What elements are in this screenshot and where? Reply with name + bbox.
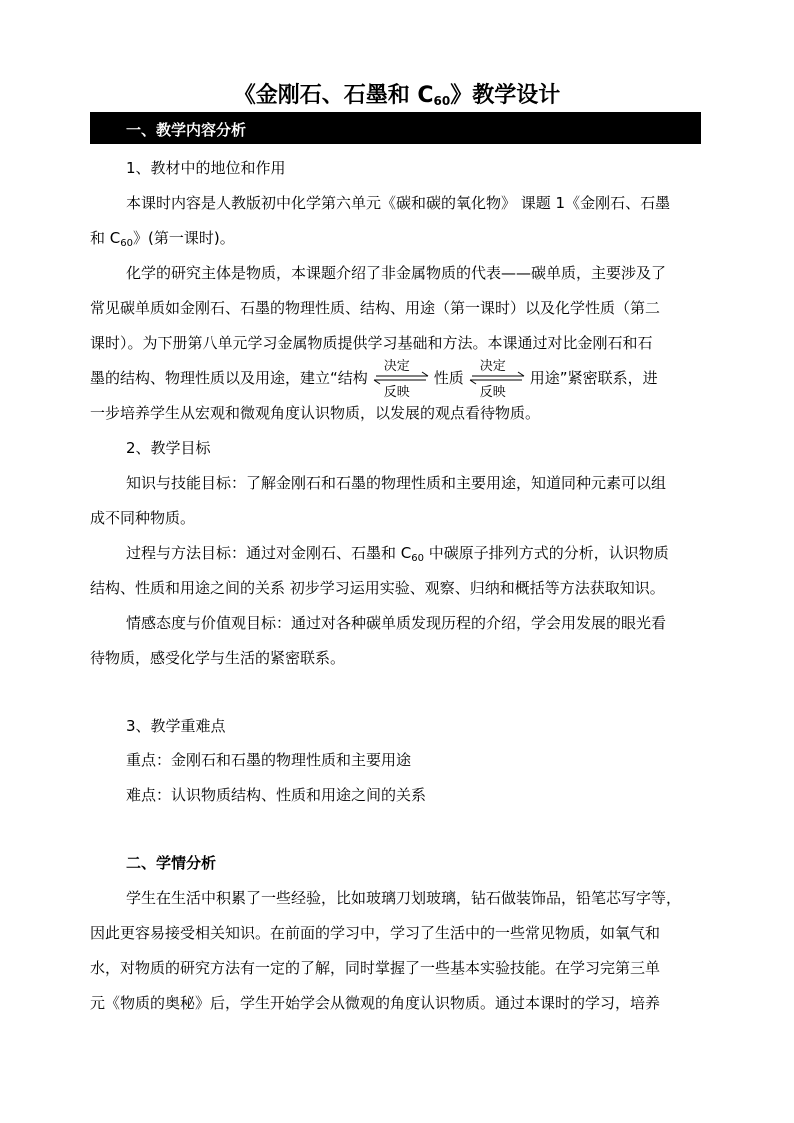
process-goal-line1-sub: 60	[411, 553, 424, 564]
arrow-top-label-2: 决定	[479, 358, 506, 374]
section2-line2: 因此更容易接受相关知识。在前面的学习中，学习了生活中的一些常见物质，如氧气和	[90, 924, 661, 942]
difficult-point: 难点：认识物质结构、性质和用途之间的关系	[126, 786, 427, 804]
key-point: 重点：金刚石和石墨的物理性质和主要用途	[126, 751, 412, 769]
section1-heading-bar	[90, 112, 701, 144]
emotion-goal-line2: 待物质，感受化学与生活的紧密联系。	[90, 649, 346, 667]
section2-line4: 元《物质的奥秘》后，学生开始学会从微观的角度认识物质。通过本课时的学习，培养	[90, 994, 661, 1012]
section1-heading: 一、教学内容分析	[126, 121, 247, 139]
double-arrow-icon-2	[468, 358, 526, 400]
para2-line3: 课时）。为下册第八单元学习金属物质提供学习基础和方法。本课通过对比金刚石和石	[90, 334, 653, 352]
para1-line2	[90, 228, 235, 248]
title-subscript: 60	[433, 94, 451, 108]
section2-line3: 水，对物质的研究方法有一定的了解，同时掌握了一些基本实验技能。在学习完第三单	[90, 959, 661, 977]
arrow-top-label-1: 决定	[383, 358, 410, 374]
para2-line4-a: 墨的结构、物理性质以及用途，建立“结构	[90, 369, 368, 387]
process-goal-line1-post: 中碳原子排列方式的分析，认识物质	[423, 544, 669, 562]
arrow-bottom-label-2: 反映	[479, 384, 506, 400]
double-arrow-icon-1	[372, 358, 430, 400]
process-goal-line1	[126, 543, 669, 563]
process-goal-line2: 结构、性质和用途之间的关系 初步学习运用实验、观察、归纳和概括等方法获取知识。	[90, 579, 665, 597]
para2-line5: 一步培养学生从宏观和微观角度认识物质，以发展的观点看待物质。	[90, 404, 541, 422]
page-title	[0, 80, 794, 112]
arrow-bottom-label-1: 反映	[383, 384, 410, 400]
knowledge-goal-line2: 成不同种物质。	[90, 509, 196, 527]
para2-line1: 化学的研究主体是物质，本课题介绍了非金属物质的代表——碳单质，主要涉及了	[126, 264, 667, 282]
title-text-suffix: 》教学设计	[450, 83, 561, 108]
para1-line2-post: 》(第一课时)。	[132, 229, 235, 247]
knowledge-goal-line1: 知识与技能目标：了解金刚石和石墨的物理性质和主要用途，知道同种元素可以组	[126, 474, 667, 492]
process-goal-line1-pre: 过程与方法目标：通过对金刚石、石墨和 C	[126, 544, 412, 562]
para2-line4	[90, 358, 658, 400]
title-text-prefix: 《金刚石、石墨和 C	[233, 83, 434, 108]
subsection2-heading: 2、教学目标	[126, 439, 211, 457]
section2-heading: 二、学情分析	[126, 854, 217, 872]
emotion-goal-line1: 情感态度与价值观目标：通过对各种碳单质发现历程的介绍，学会用发展的眼光看	[126, 614, 667, 632]
subsection3-heading: 3、教学重难点	[126, 717, 226, 735]
para2-line2: 常见碳单质如金刚石、石墨的物理性质、结构、用途（第一课时）以及化学性质（第二	[90, 299, 661, 317]
subsection1-heading: 1、教材中的地位和作用	[126, 159, 286, 177]
section2-line1: 学生在生活中积累了一些经验，比如玻璃刀划玻璃，钻石做装饰品，铅笔芯写字等，	[126, 889, 682, 907]
para1-line1: 本课时内容是人教版初中化学第六单元《碳和碳的氧化物》 课题 1《金刚石、石墨	[126, 194, 671, 212]
para1-line2-pre: 和 C	[90, 229, 121, 247]
para1-line2-sub: 60	[120, 238, 133, 249]
para2-line4-b: 性质	[433, 369, 464, 387]
para2-line4-c: 用途”紧密联系，进	[529, 369, 658, 387]
